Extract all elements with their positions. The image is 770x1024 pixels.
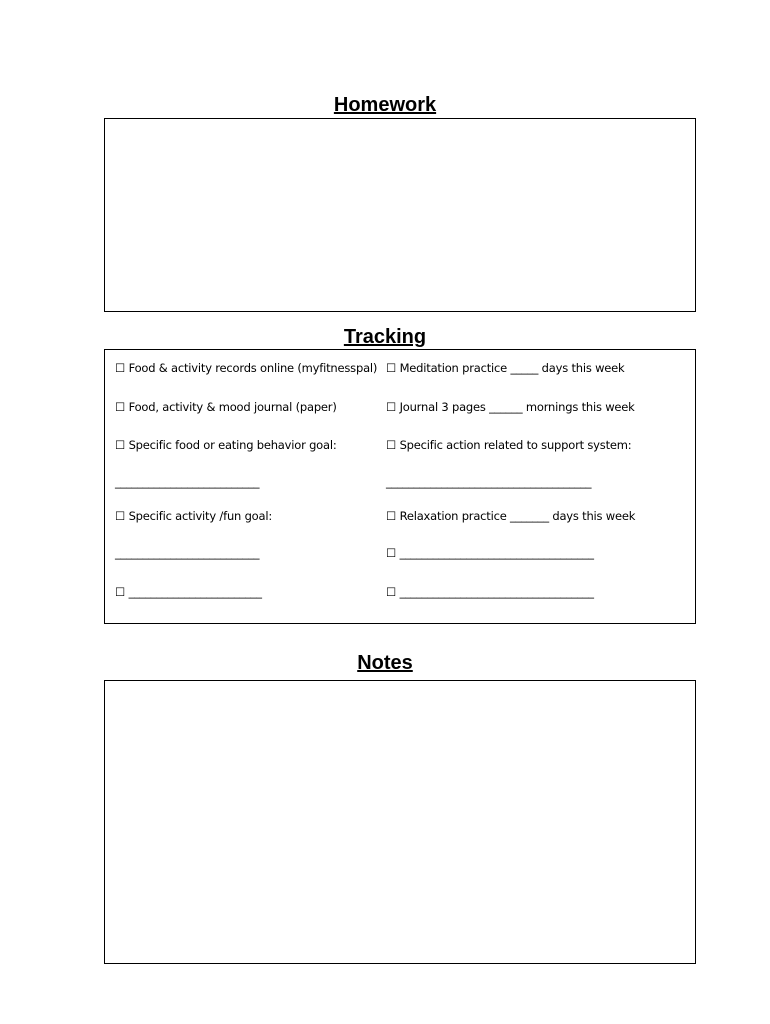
tracking-item-food-activity-online[interactable]: ☐ Food & activity records online (myfitnesspal) [115,361,378,375]
tracking-item-custom-3[interactable]: ☐ ___________________________________ [386,585,594,599]
tracking-item-mood-journal[interactable]: ☐ Food, activity & mood journal (paper) [115,400,337,414]
tracking-blank-support-action[interactable]: _____________________________________ [386,475,592,489]
tracking-item-relaxation[interactable]: ☐ Relaxation practice _______ days this week [386,509,636,523]
homework-heading: Homework [333,94,437,116]
tracking-item-meditation[interactable]: ☐ Meditation practice _____ days this week [386,361,625,375]
notes-box[interactable] [104,680,696,964]
tracking-item-activity-goal[interactable]: ☐ Specific activity /fun goal: [115,509,273,523]
tracking-item-support-action[interactable]: ☐ Specific action related to support system: [386,438,632,452]
tracking-blank-activity-goal[interactable]: __________________________ [115,546,260,560]
tracking-item-custom-2[interactable]: ☐ ________________________ [115,585,262,599]
tracking-item-journal-pages[interactable]: ☐ Journal 3 pages ______ mornings this week [386,400,635,414]
notes-heading: Notes [357,652,413,674]
homework-box[interactable] [104,118,696,312]
tracking-blank-food-goal[interactable]: __________________________ [115,475,260,489]
tracking-box [104,349,696,624]
tracking-item-custom-1[interactable]: ☐ ___________________________________ [386,546,594,560]
tracking-heading: Tracking [343,326,427,348]
tracking-item-food-goal[interactable]: ☐ Specific food or eating behavior goal: [115,438,337,452]
